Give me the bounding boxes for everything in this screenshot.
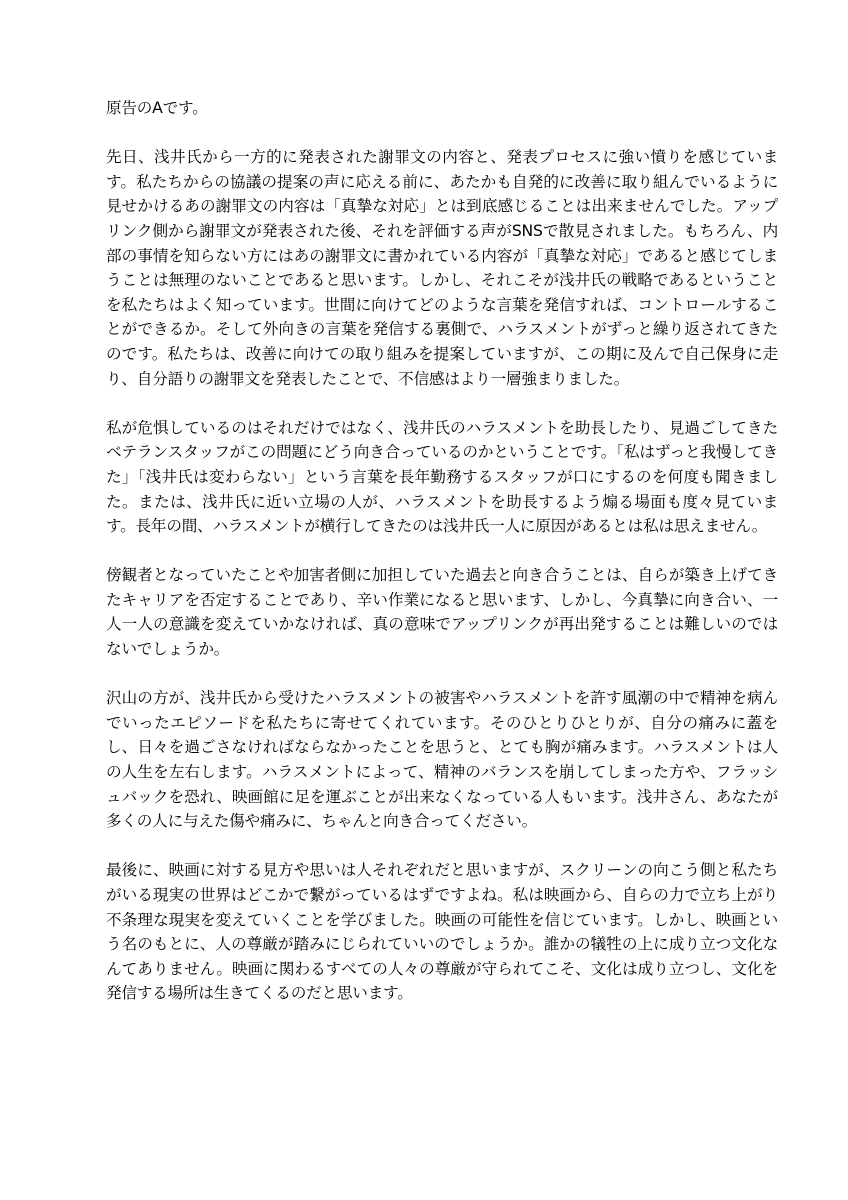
document-body	[106, 96, 778, 1031]
greeting-line: 原告のAです。	[106, 99, 208, 117]
paragraph-5: 最後に、映画に対する見方や思いは人それぞれだと思いますが、スクリーンの向こう側と私たちがいる現実の世界はどこかで繋がっているはずですよね。私は映画から、自らの力で立ち上がり不条理な現実を変えていくことを学びました。映画の可能性を信じています。しかし、映画という名のもとに、人の尊厳が踏みにじられていいのでしょうか。誰かの犠牲の上に成り立つ文化なんてありません。映画に関わるすべての人々の尊厳が守られてこそ、文化は成り立つし、文化を発信する場所は生きてくるのだと思います。	[106, 861, 778, 1003]
paragraph-2: 私が危惧しているのはそれだけではなく、浅井氏のハラスメントを助長したり、見過ごしてきたベテランスタッフがこの問題にどう向き合っているのかということです。「私はずっと我慢してきた」「浅井氏は変わらない」という言葉を長年勤務するスタッフが口にするのを何度も聞きました。または、浅井氏に近い立場の人が、ハラスメントを助長するよう煽る場面も度々見ています。長年の間、ハラスメントが横行してきたのは浅井氏一人に原因があるとは私は思えません。	[106, 418, 778, 536]
paragraph-4: 沢山の方が、浅井氏から受けたハラスメントの被害やハラスメントを許す風潮の中で精神を病んでいったエピソードを私たちに寄せてくれています。そのひとりひとりが、自分の痛みに蓋をし、日々を過ごさなければならなかったことを思うと、とても胸が痛みます。ハラスメントは人の人生を左右します。ハラスメントによって、精神のバランスを崩してしまった方や、フラッシュバックを恐れ、映画館に足を運ぶことが出来なくなっている人もいます。浅井さん、あなたが多くの人に与えた傷や痛みに、ちゃんと向き合ってください。	[106, 689, 778, 831]
paragraph-1: 先日、浅井氏から一方的に発表された謝罪文の内容と、発表プロセスに強い憤りを感じています。私たちからの協議の提案の声に応える前に、あたかも自発的に改善に取り組んでいるように見せかけるあの謝罪文の内容は「真摯な対応」とは到底感じることは出来ませんでした。アップリンク側から謝罪文が発表された後、それを評価する声がSNSで散見されました。もちろん、内部の事情を知らない方にはあの謝罪文に書かれている内容が「真摯な対応」であると感じてしまうことは無理のないことであると思います。しかし、それこそが浅井氏の戦略であるということを私たちはよく知っています。世間に向けてどのような言葉を発信すれば、コントロールすることができるか。そして外向きの言葉を発信する裏側で、ハラスメントがずっと繰り返されてきたのです。私たちは、改善に向けての取り組みを提案していますが、この期に及んで自己保身に走り、自分語りの謝罪文を発表したことで、不信感はより一層強まりました。	[106, 148, 778, 388]
paragraph-3: 傍観者となっていたことや加害者側に加担していた過去と向き合うことは、自らが築き上げてきたキャリアを否定することであり、辛い作業になると思います、しかし、今真摯に向き合い、一人一人の意識を変えていかなければ、真の意味でアップリンクが再出発することは難しいのではないでしょうか。	[106, 566, 778, 659]
